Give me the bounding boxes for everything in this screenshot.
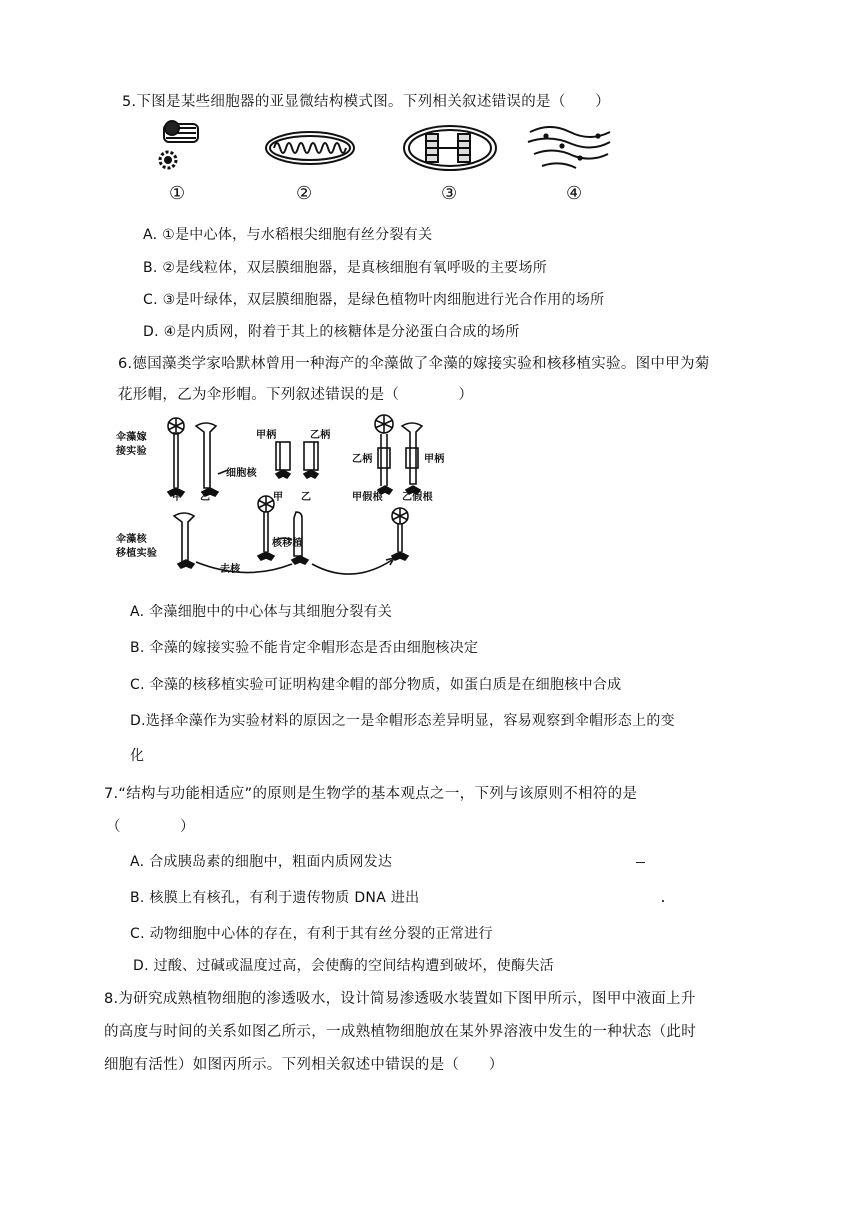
scan-dot — [662, 900, 664, 902]
organelle-label-1: ① — [169, 183, 186, 204]
fig-row1-title-a: 伞藻嫁 — [116, 432, 147, 443]
fig-yi-stalk-1: 乙柄 — [310, 430, 331, 441]
q7-option-d[interactable]: D. 过酸、过碱或温度过高，会使酶的空间结构遭到破坏，使酶失活 — [133, 958, 554, 974]
fig-transplant: 核移植 — [272, 538, 303, 549]
fig-yi-rhizoid: 乙假根 — [402, 492, 433, 503]
fig-jia-stalk-2: 甲柄 — [424, 454, 445, 465]
q5-organelle-figure — [150, 112, 630, 208]
q6-option-c[interactable]: C. 伞藻的核移植实验可证明构建伞帽的部分物质，如蛋白质是在细胞核中合成 — [130, 677, 622, 693]
q5-option-a[interactable]: A. ①是中心体，与水稻根尖细胞有丝分裂有关 — [143, 227, 433, 243]
q7-option-b[interactable]: B. 核膜上有核孔，有利于遗传物质 DNA 进出 — [130, 890, 420, 906]
mitochondrion-diagram — [266, 132, 354, 164]
q6-option-d-cont: 化 — [130, 748, 145, 764]
q5-option-b[interactable]: B. ②是线粒体，双层膜细胞器，是真核细胞有氧呼吸的主要场所 — [143, 260, 548, 276]
q7-stem: 7.“结构与功能相适应”的原则是生物学的基本观点之一，下列与该原则不相符的是 — [104, 786, 638, 802]
fig-row2-title-b: 移植实验 — [116, 548, 158, 559]
q7-option-a[interactable]: A. 合成胰岛素的细胞中，粗面内质网发达 — [130, 854, 393, 870]
fig-yi-2: 乙 — [301, 492, 312, 503]
organelle-label-2: ② — [296, 183, 313, 204]
q7-option-c[interactable]: C. 动物细胞中心体的存在，有利于其有丝分裂的正常进行 — [130, 926, 493, 942]
q5-option-d[interactable]: D. ④是内质网，附着于其上的核糖体是分泌蛋白合成的场所 — [143, 324, 520, 340]
fig-enucleate: 去核 — [220, 564, 241, 575]
fig-yi-1: 乙 — [200, 492, 211, 503]
q6-stem-line2: 花形帽，乙为伞形帽。下列叙述错误的是（ ） — [118, 387, 474, 403]
endoplasmic-reticulum-diagram — [528, 127, 610, 168]
q8-line1: 8.为研究成熟植物细胞的渗透吸水，设计简易渗透吸水装置如下图甲所示，图甲中液面上升 — [104, 991, 696, 1007]
q5-stem: 5.下图是某些细胞器的亚显微结构模式图。下列相关叙述错误的是（ ） — [122, 94, 611, 110]
chloroplast-diagram — [404, 126, 496, 170]
fig-jia-1: 甲 — [172, 492, 183, 503]
fig-nucleus: 细胞核 — [226, 468, 257, 479]
q6-option-d[interactable]: D.选择伞藻作为实验材料的原因之一是伞帽形态差异明显，容易观察到伞帽形态上的变 — [130, 713, 675, 729]
q6-option-a[interactable]: A. 伞藻细胞中的中心体与其细胞分裂有关 — [130, 604, 393, 620]
fig-yi-stalk-2: 乙柄 — [352, 454, 373, 465]
fig-jia-2: 甲 — [273, 492, 284, 503]
q8-line2: 的高度与时间的关系如图乙所示，一成熟植物细胞放在某外界溶液中发生的一种状态（此时 — [104, 1024, 696, 1040]
centrosome-diagram — [160, 121, 198, 168]
scan-mark — [636, 862, 645, 863]
q6-stem-line1: 6.德国藻类学家哈默林曾用一种海产的伞藻做了伞藻的嫁接实验和核移植实验。图中甲为菊 — [118, 356, 710, 372]
organelle-label-3: ③ — [441, 183, 458, 204]
fig-jia-rhizoid: 甲假根 — [352, 492, 383, 503]
organelle-label-4: ④ — [566, 183, 583, 204]
fig-jia-stalk-1: 甲柄 — [256, 430, 277, 441]
acetabularia-figure — [116, 412, 466, 580]
fig-row1-title-b: 接实验 — [116, 446, 147, 457]
q7-paren: （ ） — [106, 819, 195, 835]
q8-line3: 细胞有活性）如图丙所示。下列相关叙述中错误的是（ ） — [104, 1057, 504, 1073]
q5-option-c[interactable]: C. ③是叶绿体，双层膜细胞器，是绿色植物叶肉细胞进行光合作用的场所 — [143, 292, 605, 308]
q6-option-b[interactable]: B. 伞藻的嫁接实验不能肯定伞帽形态是否由细胞核决定 — [130, 640, 479, 656]
fig-row2-title-a: 伞藻核 — [116, 534, 147, 545]
